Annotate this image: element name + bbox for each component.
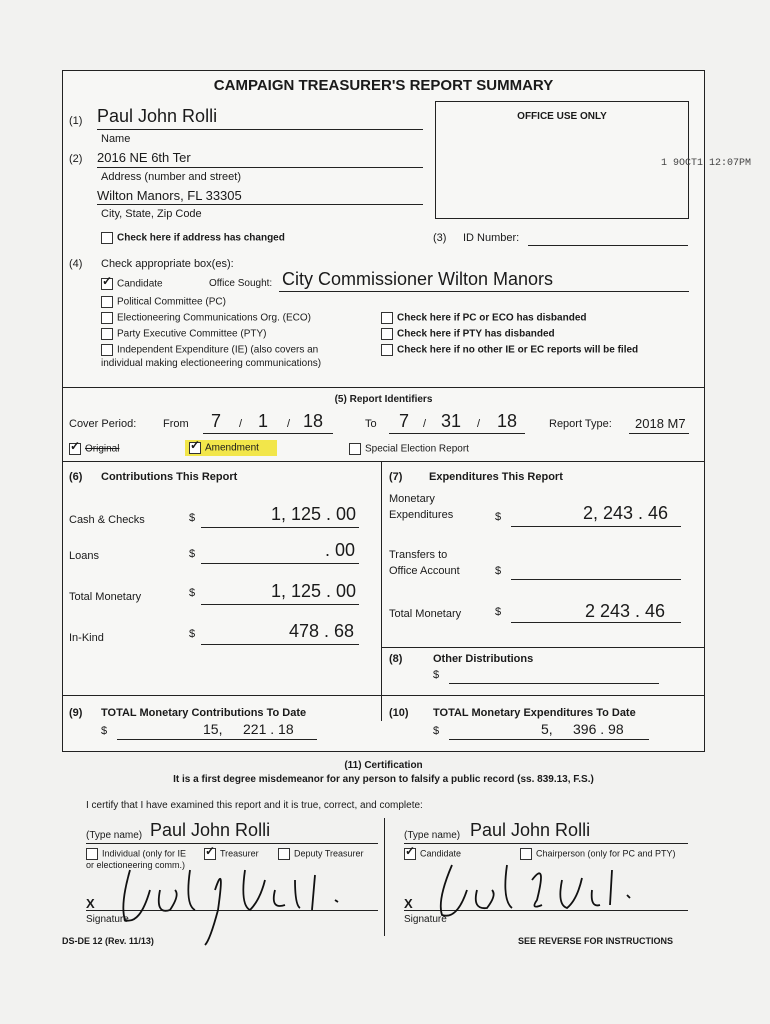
- loans-value: . 00: [325, 540, 356, 560]
- exp-total-value: 2 243 . 46: [585, 601, 666, 621]
- right-signature-label: Signature: [404, 914, 447, 925]
- left-signature-label: Signature: [86, 914, 129, 925]
- no-other-reports-checkbox[interactable]: [381, 344, 393, 356]
- treasurer-option[interactable]: ✓Treasurer: [204, 848, 259, 860]
- ie-checkbox[interactable]: [101, 344, 113, 356]
- individual-checkbox[interactable]: [86, 848, 98, 860]
- candidate-checkbox[interactable]: [101, 278, 113, 290]
- pty-disbanded-checkbox[interactable]: [381, 328, 393, 340]
- eco-option[interactable]: Electioneering Communications Org. (ECO): [101, 312, 311, 324]
- contrib-to-date-thousands: 15,: [203, 721, 223, 737]
- individual-note: or electioneering comm.): [86, 860, 186, 870]
- other-distributions-title: Other Distributions: [433, 653, 534, 665]
- original-checkbox[interactable]: [69, 443, 81, 455]
- to-year: 18: [497, 411, 518, 431]
- from-month: 7: [211, 411, 222, 431]
- amendment-option[interactable]: ✓ Amendment: [185, 440, 277, 456]
- form-title: CAMPAIGN TREASURER'S REPORT SUMMARY: [213, 77, 554, 94]
- name-value: Paul John Rolli: [97, 106, 218, 126]
- special-election-option[interactable]: Special Election Report: [349, 443, 469, 455]
- from-label: From: [163, 418, 189, 430]
- address-label: Address (number and street): [101, 171, 242, 183]
- report-identifiers-title: (5) Report Identifiers: [334, 394, 433, 405]
- sec10-num: (10): [389, 707, 409, 719]
- pc-checkbox[interactable]: [101, 296, 113, 308]
- right-type-name-label: (Type name): [404, 830, 461, 841]
- certification-warning: It is a first degree misdemeanor for any person to falsify a public record (ss. 839.13, F.S.): [173, 774, 594, 785]
- exp-to-date-title: TOTAL Monetary Expenditures To Date: [433, 707, 636, 719]
- pc-disbanded-checkbox[interactable]: [381, 312, 393, 324]
- sec1-num: (1): [69, 115, 83, 127]
- office-account-label: Office Account: [389, 565, 460, 577]
- to-day: 31: [441, 411, 462, 431]
- sec7-num: (7): [389, 471, 403, 483]
- instructions-note: SEE REVERSE FOR INSTRUCTIONS: [518, 936, 674, 946]
- cover-period-label: Cover Period:: [69, 418, 137, 430]
- pty-option[interactable]: Party Executive Committee (PTY): [101, 328, 266, 340]
- pty-checkbox[interactable]: [101, 328, 113, 340]
- report-form: CAMPAIGN TREASURER'S REPORT SUMMARY (1) Paul John Rolli Name (2) 2016 NE 6th Ter Address (number and street) Wilton Manors, FL 33305 City, State, Zip Code Check here if address has changed OFFICE USE ONLY 1 9OCT1 12:07PM (3) ID Number: (4) Check appropriate box(es): ✓Candidate Office Sought: City Commissioner Wilton Manors Political Committee (PC) Electioneering Communications Org. (ECO) Party Executive Committee (PTY) Independent Expenditure (IE) (also covers an individual making electioneering communications) Check here if PC or ECO has disbanded Check here if PTY has disbanded Check here if no other IE or EC reports will be filed (5) Report Identifiers Cover Period: From 7 / 1 / 18 To 7 / 31 / 18 Report Type: 2018 M7 ✓Original ✓ Amendment Special Election Report (6) Contributions This Report Cash & Checks $ 1, 125 . 00 Loans $ . 00 Total Monetary $ 1, 125 . 00 In-Kind $ 478 . 68 (7) Expenditures This Report Monetary Expenditures $ 2, 243 . 46 Transfers to Office Account $ Total Monetary $ 2 243 . 46 (8) Other Distributions $ (9) TOTAL Monetary Contributions To Date $ 15, 221 . 18 (10) TOTAL Monetary Expenditures To Date $ 5, 396 . 98: [62, 70, 705, 752]
- address-value: 2016 NE 6th Ter: [97, 150, 191, 165]
- pc-disbanded-option[interactable]: Check here if PC or ECO has disbanded: [381, 312, 587, 324]
- office-sought-value: City Commissioner Wilton Manors: [282, 269, 554, 289]
- deputy-treasurer-option[interactable]: Deputy Treasurer: [278, 848, 364, 860]
- left-type-name-value: Paul John Rolli: [150, 820, 271, 840]
- contrib-to-date-title: TOTAL Monetary Contributions To Date: [101, 707, 307, 719]
- exp-to-date-thousands: 5,: [541, 721, 553, 737]
- report-type-value: 2018 M7: [635, 416, 686, 431]
- left-sign-x: X: [86, 896, 95, 911]
- ie-note: individual making electioneering communications): [101, 358, 322, 369]
- received-stamp: 1 9OCT1 12:07PM: [661, 158, 752, 169]
- exp-to-date-value: 396 . 98: [573, 721, 624, 737]
- chairperson-option[interactable]: Chairperson (only for PC and PTY): [520, 848, 676, 860]
- sec9-num: (9): [69, 707, 83, 719]
- pty-disbanded-option[interactable]: Check here if PTY has disbanded: [381, 328, 555, 340]
- city-label: City, State, Zip Code: [101, 208, 202, 220]
- right-type-name-value: Paul John Rolli: [470, 820, 591, 840]
- signer-candidate-option[interactable]: ✓Candidate: [404, 848, 461, 860]
- address-changed-checkbox[interactable]: [101, 232, 113, 244]
- contributions-title: Contributions This Report: [101, 471, 238, 483]
- loans-label: Loans: [69, 550, 99, 562]
- amendment-checkbox[interactable]: [189, 442, 201, 454]
- name-label: Name: [101, 133, 131, 145]
- city-value: Wilton Manors, FL 33305: [97, 188, 242, 203]
- office-sought-label: Office Sought:: [209, 278, 273, 289]
- contrib-total-value: 1, 125 . 00: [271, 581, 357, 601]
- individual-option[interactable]: Individual (only for IE: [86, 848, 186, 860]
- expenditures-title: Expenditures This Report: [429, 471, 563, 483]
- monetary-label: Monetary: [389, 493, 435, 505]
- inkind-label: In-Kind: [69, 632, 104, 644]
- no-other-reports-option[interactable]: Check here if no other IE or EC reports will be filed: [381, 344, 638, 356]
- contrib-total-label: Total Monetary: [69, 591, 142, 603]
- sec6-num: (6): [69, 471, 83, 483]
- transfers-label: Transfers to: [389, 549, 448, 561]
- from-year: 18: [303, 411, 324, 431]
- right-sign-x: X: [404, 896, 413, 911]
- office-use-label: OFFICE USE ONLY: [517, 111, 607, 122]
- id-number-label: ID Number:: [463, 232, 520, 244]
- sec2-num: (2): [69, 153, 83, 165]
- to-month: 7: [399, 411, 410, 431]
- check-boxes-label: Check appropriate box(es):: [101, 258, 234, 270]
- inkind-value: 478 . 68: [289, 621, 355, 641]
- pc-option[interactable]: Political Committee (PC): [101, 296, 226, 308]
- special-election-checkbox[interactable]: [349, 443, 361, 455]
- candidate-signature: [412, 850, 672, 930]
- office-use-box: [435, 101, 689, 219]
- exp-total-label: Total Monetary: [389, 608, 462, 620]
- from-day: 1: [258, 411, 269, 431]
- original-option[interactable]: ✓Original: [69, 443, 119, 455]
- sec8-num: (8): [389, 653, 403, 665]
- left-type-name-label: (Type name): [86, 830, 143, 841]
- expenditures-label: Expenditures: [389, 509, 454, 521]
- to-label: To: [365, 418, 377, 430]
- contrib-to-date-value: 221 . 18: [243, 721, 294, 737]
- form-number: DS-DE 12 (Rev. 11/13): [62, 936, 154, 946]
- sec3-num: (3): [433, 232, 447, 244]
- report-type-label: Report Type:: [549, 418, 612, 430]
- cash-label: Cash & Checks: [69, 514, 145, 526]
- treasurer-signature: [100, 850, 360, 950]
- ie-option[interactable]: Independent Expenditure (IE) (also covers an: [101, 344, 318, 356]
- certify-statement: I certify that I have examined this report and it is true, correct, and complete:: [86, 800, 423, 811]
- eco-checkbox[interactable]: [101, 312, 113, 324]
- candidate-option[interactable]: ✓Candidate: [101, 278, 163, 290]
- monetary-expenditures-value: 2, 243 . 46: [583, 503, 669, 523]
- cash-value: 1, 125 . 00: [271, 504, 357, 524]
- sec4-num: (4): [69, 258, 83, 270]
- certification-title: (11) Certification: [344, 760, 423, 771]
- address-changed[interactable]: Check here if address has changed: [101, 232, 285, 244]
